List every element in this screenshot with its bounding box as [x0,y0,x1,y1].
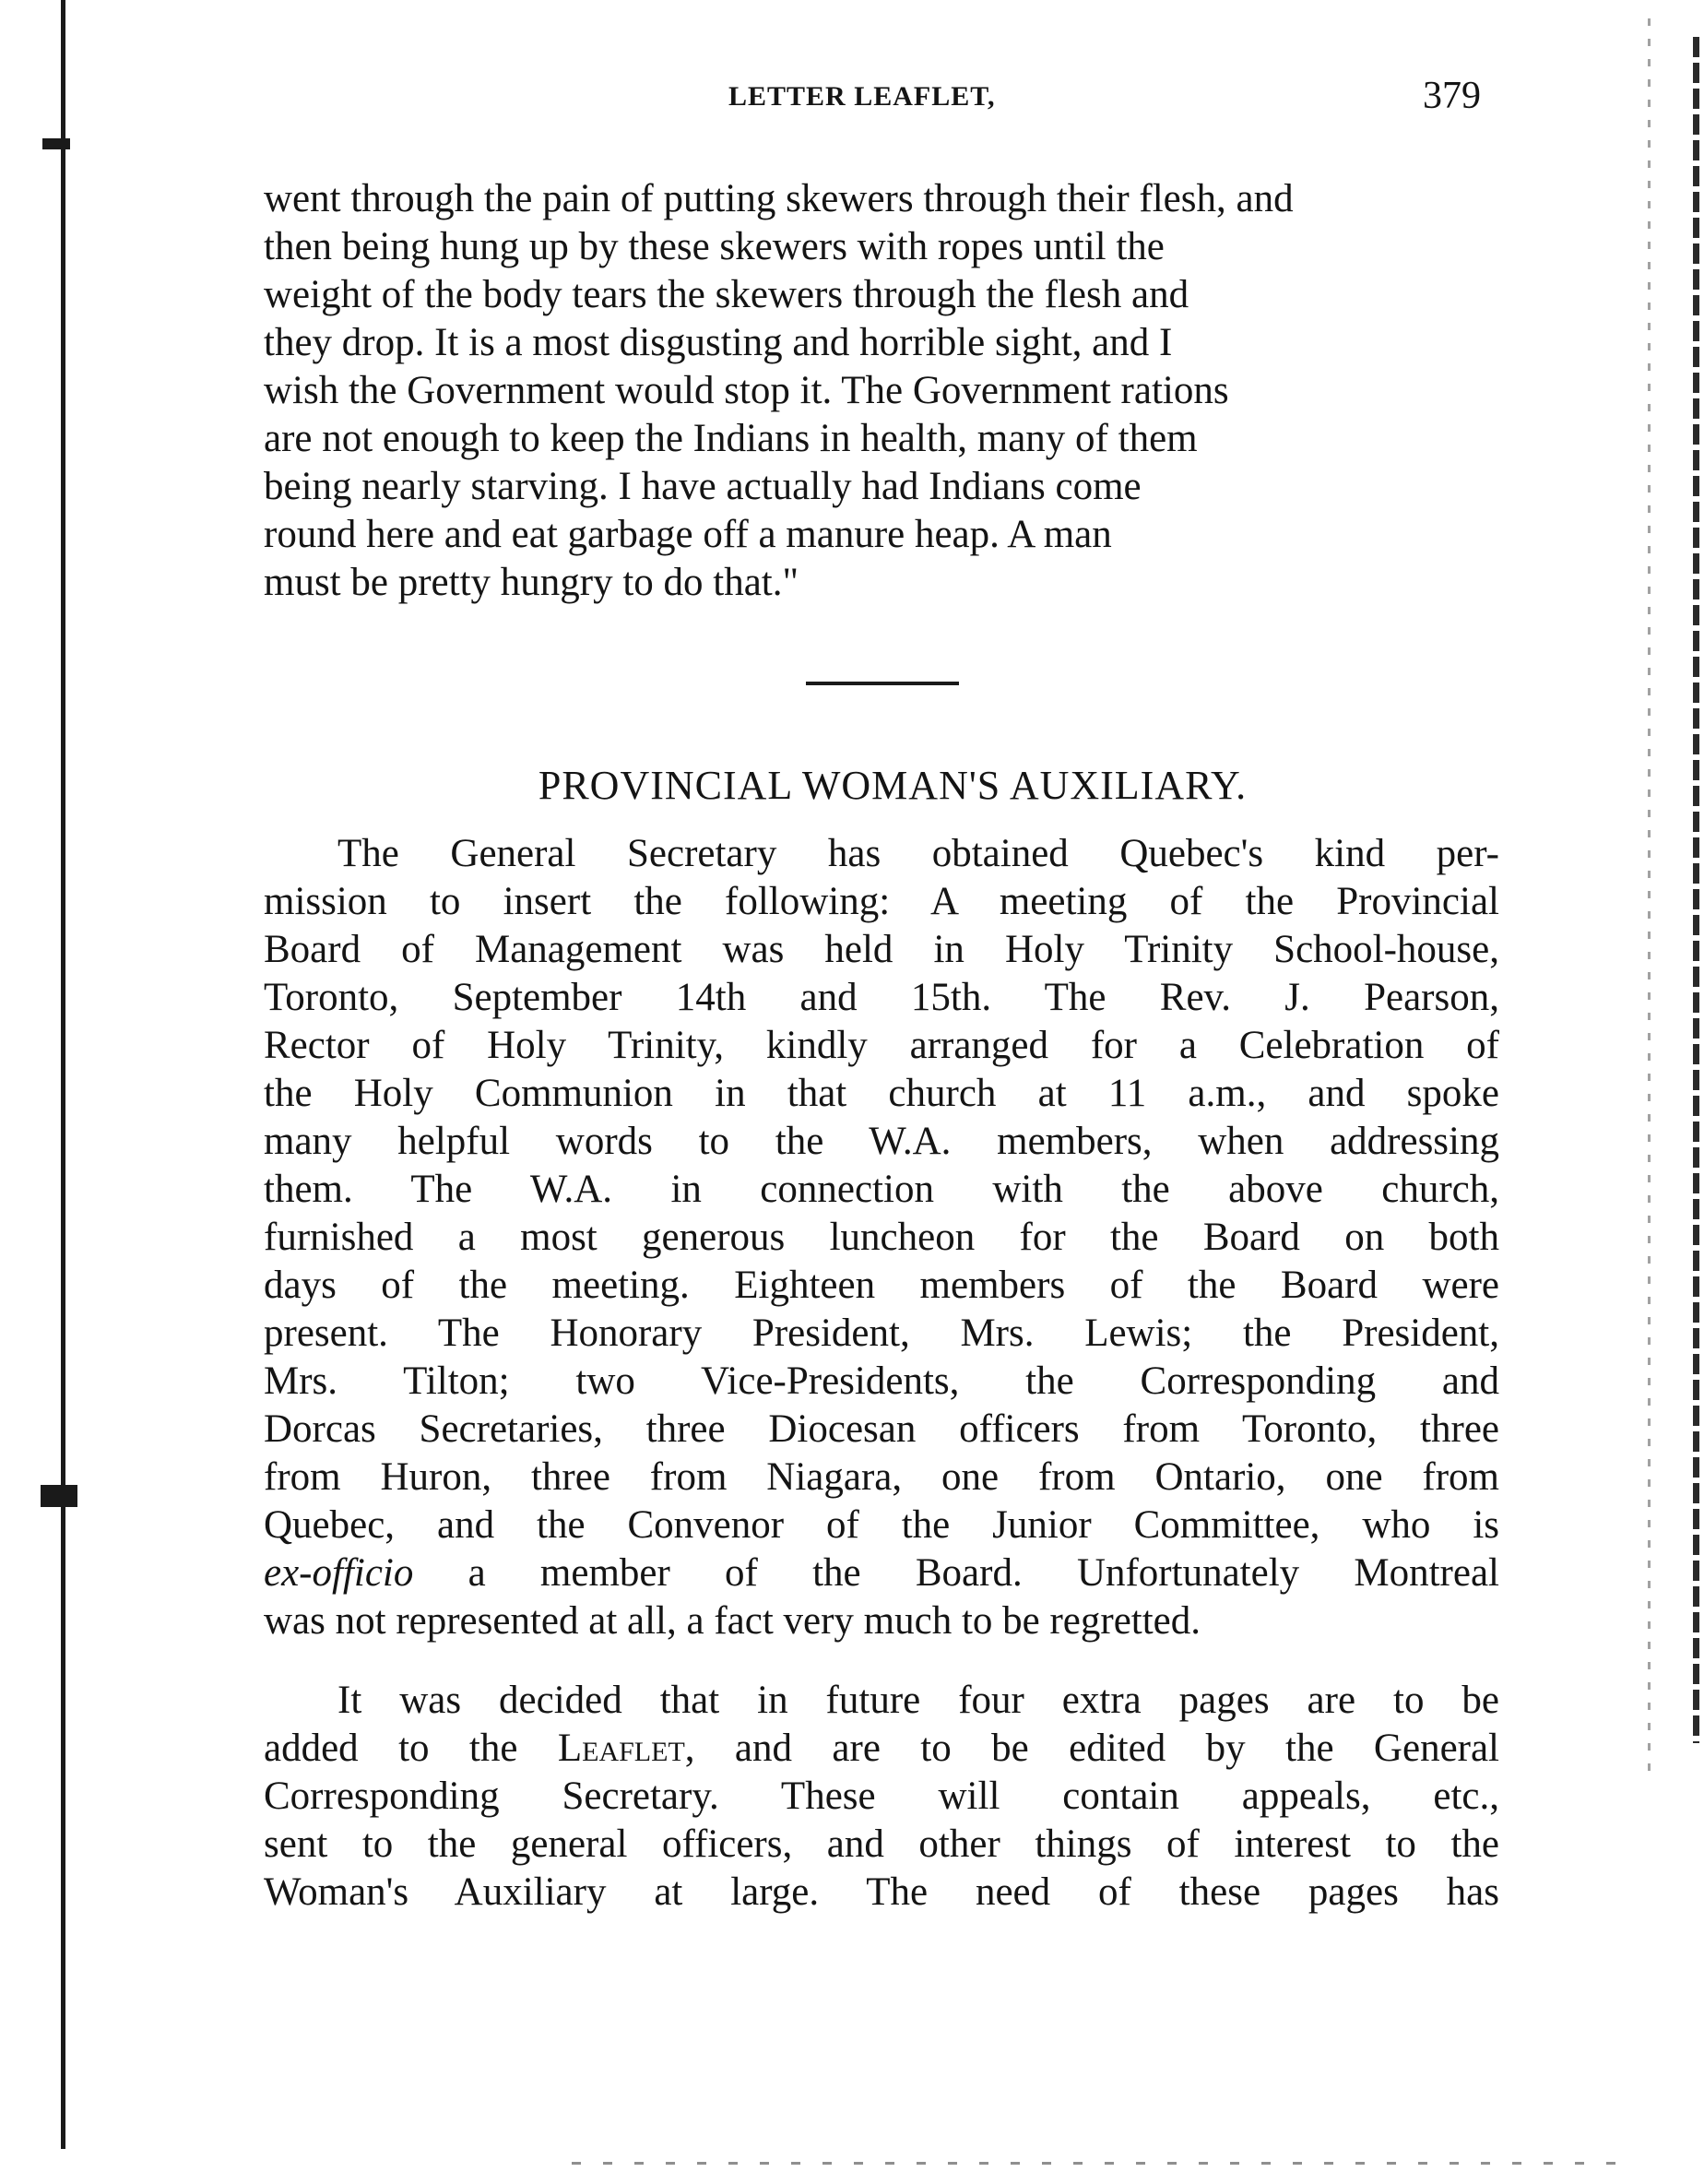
scan-bottom-noise [572,2162,1632,2165]
text-line: days of the meeting. Eighteen members of the Board were [264,1264,1499,1307]
text-line: many helpful words to the W.A. members, when addressing [264,1120,1499,1163]
text-run: a member of the Board. Unfortunately Montreal [413,1551,1499,1595]
text-line: present. The Honorary President, Mrs. Lewis; the President, [264,1312,1499,1355]
scan-binding-edge-right-faint [1648,18,1651,1771]
text-line: Quebec, and the Convenor of the Junior Committee, who is [264,1503,1499,1547]
text-line: Board of Management was held in Holy Trinity School-house, [264,928,1499,971]
text-line: It was decided that in future four extra pages are to be [337,1679,1499,1722]
section-heading: PROVINCIAL WOMAN'S AUXILIARY. [538,763,1248,808]
paragraph-continued [264,175,1499,607]
text-run: , and are to be edited by the General [684,1727,1500,1770]
page-number: 379 [1423,75,1481,117]
text-line: sent to the general officers, and other things of interest to the [264,1822,1499,1866]
text-line: round here and eat garbage off a manure heap. A man [264,513,1112,556]
text-line: from Huron, three from Niagara, one from Ontario, one from [264,1455,1499,1499]
text-line [264,1725,1499,1773]
text-line: wish the Government would stop it. The Government rations [264,369,1229,412]
text-line: Rector of Holy Trinity, kindly arranged for a Celebration of [264,1024,1499,1067]
text-run: added to the [264,1727,558,1770]
text-line: Mrs. Tilton; two Vice-Presidents, the Corresponding and [264,1359,1499,1403]
text-line: them. The W.A. in connection with the above church, [264,1168,1499,1211]
text-line: Corresponding Secretary. These will contain appeals, etc., [264,1774,1499,1818]
scan-binding-edge-right [1693,37,1699,1743]
leaflet-word: Leaflet [557,1727,685,1770]
paragraph-extra-pages [264,1677,1499,1917]
text-line: then being hung up by these skewers with ropes until the [264,225,1165,268]
text-line: Dorcas Secretaries, three Diocesan officers from Toronto, three [264,1407,1499,1451]
text-line: they drop. It is a most disgusting and horrible sight, and I [264,321,1173,364]
text-line [264,1549,1499,1597]
text-line: must be pretty hungry to do that." [264,561,799,604]
text-line: Toronto, September 14th and 15th. The Rev. J. Pearson, [264,976,1499,1019]
text-line: was not represented at all, a fact very much to be regretted. [264,1599,1201,1643]
paragraph-meeting-report [264,830,1499,1645]
text-line: the Holy Communion in that church at 11 a.m., and spoke [264,1072,1499,1115]
text-line: mission to insert the following: A meeting of the Provincial [264,880,1499,923]
text-line: being nearly starving. I have actually had Indians come [264,465,1142,508]
text-line: are not enough to keep the Indians in health, many of them [264,417,1198,460]
text-line: furnished a most generous luncheon for the Board on both [264,1216,1499,1259]
text-line: went through the pain of putting skewers through their flesh, and [264,177,1294,220]
section-divider [806,682,959,685]
text-line: Woman's Auxiliary at large. The need of these pages has [264,1870,1499,1914]
scan-binding-edge-left [61,0,65,2149]
text-line: The General Secretary has obtained Quebec's kind per- [337,832,1499,875]
running-title: LETTER LEAFLET, [728,81,996,112]
text-line: weight of the body tears the skewers through the flesh and [264,273,1189,316]
italic-term: ex-officio [264,1551,414,1595]
